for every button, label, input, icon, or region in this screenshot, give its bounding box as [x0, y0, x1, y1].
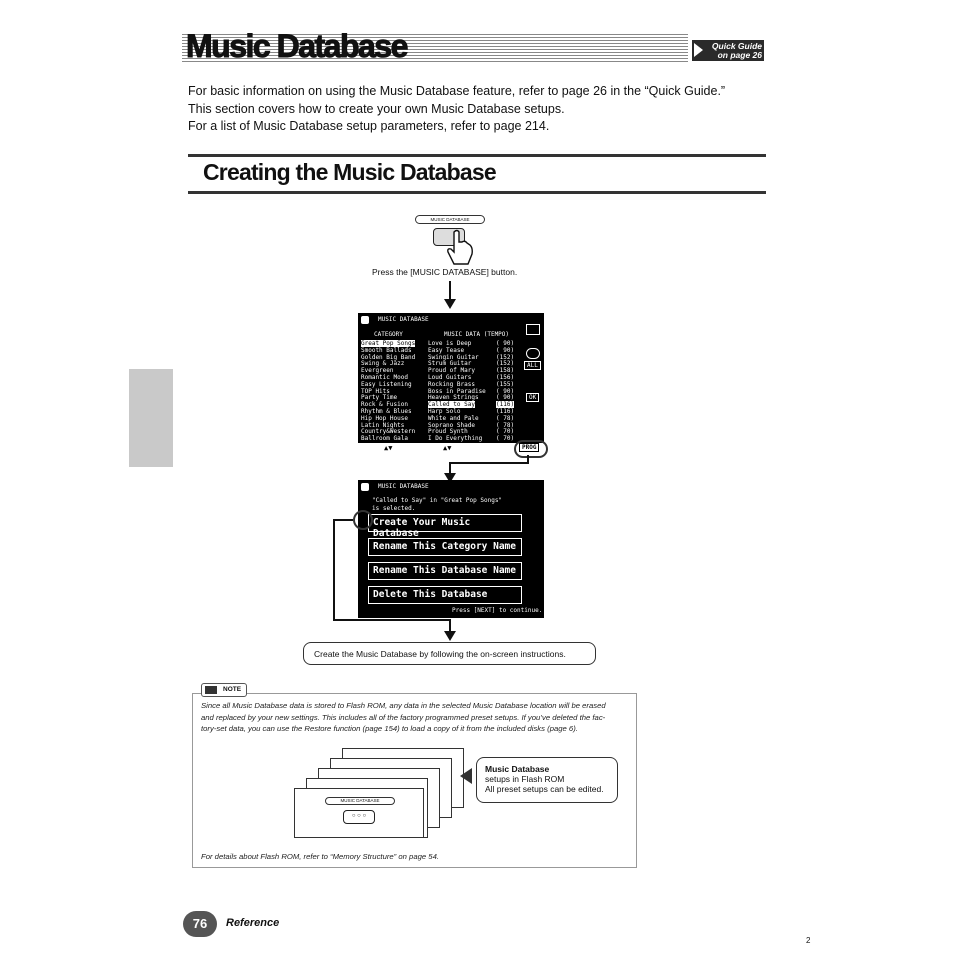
note-label: NOTE	[223, 686, 242, 693]
song-list-item[interactable]: Soprano Shade	[428, 421, 475, 429]
song-list-item[interactable]: Loud Guitars	[428, 374, 472, 381]
prog-button[interactable]: PROG	[519, 443, 539, 452]
song-tempo: (158)	[496, 367, 515, 375]
song-tempo: (152)	[496, 360, 515, 368]
category-list-item[interactable]: Rock & Fusion	[361, 401, 408, 409]
song-list-item[interactable]: White and Pale	[428, 414, 479, 422]
page-title: Music Database	[186, 28, 407, 64]
callout-pointer	[460, 768, 472, 784]
music-database-icon	[361, 483, 369, 491]
song-list-item[interactable]: I Do Everything	[428, 435, 483, 443]
category-list-item[interactable]: Country&Western	[361, 428, 416, 436]
song-tempo: (116)	[496, 401, 515, 409]
flow-connector-3	[330, 515, 460, 645]
song-list-item[interactable]: Easy Tease	[428, 346, 465, 354]
screen2-message-1: "Called to Say" in "Great Pop Songs"	[372, 497, 503, 504]
song-list-item[interactable]: Rocking Brass	[428, 380, 475, 388]
song-tempo: ( 90)	[496, 340, 515, 347]
screen2-title: MUSIC DATABASE	[378, 483, 429, 490]
rename-category-option[interactable]: Rename This Category Name	[368, 538, 522, 556]
arrow-right-icon	[694, 43, 703, 57]
song-list-item[interactable]: Proud Synth	[428, 428, 468, 436]
note-badge	[201, 683, 247, 697]
category-list-item[interactable]: Golden Big Band	[361, 353, 416, 361]
song-tempo: ( 70)	[496, 435, 515, 443]
song-list-item[interactable]: Called to Say	[428, 401, 475, 409]
song-list-item[interactable]: Strum Guitar	[428, 360, 472, 368]
song-tempo: (116)	[496, 408, 515, 415]
scroll-arrows-right[interactable]: ▲▼	[443, 444, 452, 452]
section-label: Reference	[226, 917, 280, 929]
category-list-item[interactable]: Rhythm & Blues	[361, 408, 412, 415]
category-list-item[interactable]: TOP Hits	[361, 387, 390, 395]
category-list-item[interactable]: Swing & Jazz	[361, 360, 405, 368]
song-list-item[interactable]: Boss in Paradise	[428, 387, 486, 395]
song-list-item[interactable]: Harp Solo	[428, 408, 461, 415]
category-list-item[interactable]: Ballroom Gala	[361, 435, 408, 443]
note-icon	[205, 686, 217, 694]
song-tempo: (155)	[496, 380, 515, 388]
ok-button[interactable]: OK	[526, 393, 539, 402]
arrow-down-icon	[444, 299, 456, 309]
song-list-item[interactable]: Proud of Mary	[428, 367, 475, 375]
callout-title: Music Database	[485, 764, 550, 774]
corner-mark: 2	[806, 936, 811, 945]
screen1-category-header: CATEGORY	[374, 331, 403, 338]
sheet-label: MUSIC DATABASE	[325, 797, 395, 805]
category-list-item[interactable]: Smooth Ballads	[361, 346, 412, 354]
lcd-screen-music-database	[358, 313, 544, 453]
delete-database-option[interactable]: Delete This Database	[368, 586, 522, 604]
intro-line-3: For a list of Music Database setup parameters, refer to page 214.	[188, 119, 550, 133]
side-tab	[129, 369, 173, 467]
zoom-icon[interactable]	[526, 324, 540, 335]
flash-rom-front-sheet	[294, 788, 424, 838]
page-number: 76	[183, 911, 217, 937]
song-list-item[interactable]: Love is Deep	[428, 340, 472, 347]
screen2-footer: Press [NEXT] to continue.	[452, 607, 543, 614]
song-tempo: ( 78)	[496, 414, 515, 422]
flow-arrow-1	[449, 281, 451, 301]
final-step-callout	[303, 642, 596, 665]
screen2-message-2: is selected.	[372, 505, 416, 512]
quick-guide-page: on page 26	[717, 50, 762, 60]
sheet-button: ○ ○ ○	[343, 810, 375, 824]
intro-line-2: This section covers how to create your own Music Database setups.	[188, 102, 565, 116]
create-database-option[interactable]: Create Your Music Database	[368, 514, 522, 532]
category-list-item[interactable]: Party Time	[361, 394, 398, 402]
screen1-music-header: MUSIC DATA (TEMPO)	[444, 331, 510, 338]
callout-line-2: All preset setups can be edited.	[485, 784, 604, 794]
screen1-title: MUSIC DATABASE	[378, 316, 429, 323]
note-text-3: tory-set data, you can use the Restore function (page 154) to load a copy of it from the included disks (page 6).	[201, 724, 578, 733]
category-list-item[interactable]: Hip Hop House	[361, 414, 408, 422]
hand-pointer-icon	[440, 228, 480, 268]
category-list-item[interactable]: Latin Nights	[361, 421, 405, 429]
callout-line-1: setups in Flash ROM	[485, 774, 565, 784]
flash-rom-callout	[476, 757, 618, 803]
section-title: Creating the Music Database	[203, 159, 496, 185]
rename-database-option[interactable]: Rename This Database Name	[368, 562, 522, 580]
song-tempo: (152)	[496, 353, 515, 361]
quick-guide-label: Quick Guide	[711, 41, 762, 51]
category-list-item[interactable]: Easy Listening	[361, 380, 412, 388]
final-caption: Create the Music Database by following the on-screen instructions.	[314, 649, 566, 659]
song-tempo: (156)	[496, 374, 515, 381]
category-list-item[interactable]: Evergreen	[361, 367, 394, 375]
disk-icon[interactable]	[526, 348, 540, 359]
scroll-arrows-left[interactable]: ▲▼	[384, 444, 393, 452]
song-list-item[interactable]: Swingin Guitar	[428, 353, 479, 361]
song-tempo: ( 90)	[496, 387, 515, 395]
song-tempo: ( 90)	[496, 394, 515, 402]
song-tempo: ( 90)	[496, 346, 515, 354]
category-list-item[interactable]: Romantic Mood	[361, 374, 408, 381]
music-database-icon	[361, 316, 369, 324]
quick-guide-badge[interactable]	[692, 40, 764, 61]
category-list-item[interactable]: Great Pop Songs	[361, 340, 416, 347]
all-button[interactable]: ALL	[524, 361, 541, 370]
intro-line-1: For basic information on using the Music Database feature, refer to page 26 in the “Quick Guide.”	[188, 84, 726, 98]
note-footer: For details about Flash ROM, refer to “Memory Structure” on page 54.	[201, 852, 439, 861]
press-caption: Press the [MUSIC DATABASE] button.	[372, 267, 518, 277]
song-list-item[interactable]: Heaven Strings	[428, 394, 479, 402]
music-database-label: MUSIC DATABASE	[415, 215, 485, 224]
note-text-1: Since all Music Database data is stored to Flash ROM, any data in the selected Music Database location will be erased	[201, 701, 606, 710]
song-tempo: ( 70)	[496, 428, 515, 436]
note-text-2: and replaced by your new settings. This includes all of the factory programmed preset setups. If you’ve deleted the fac-	[201, 713, 606, 722]
song-tempo: ( 78)	[496, 421, 515, 429]
